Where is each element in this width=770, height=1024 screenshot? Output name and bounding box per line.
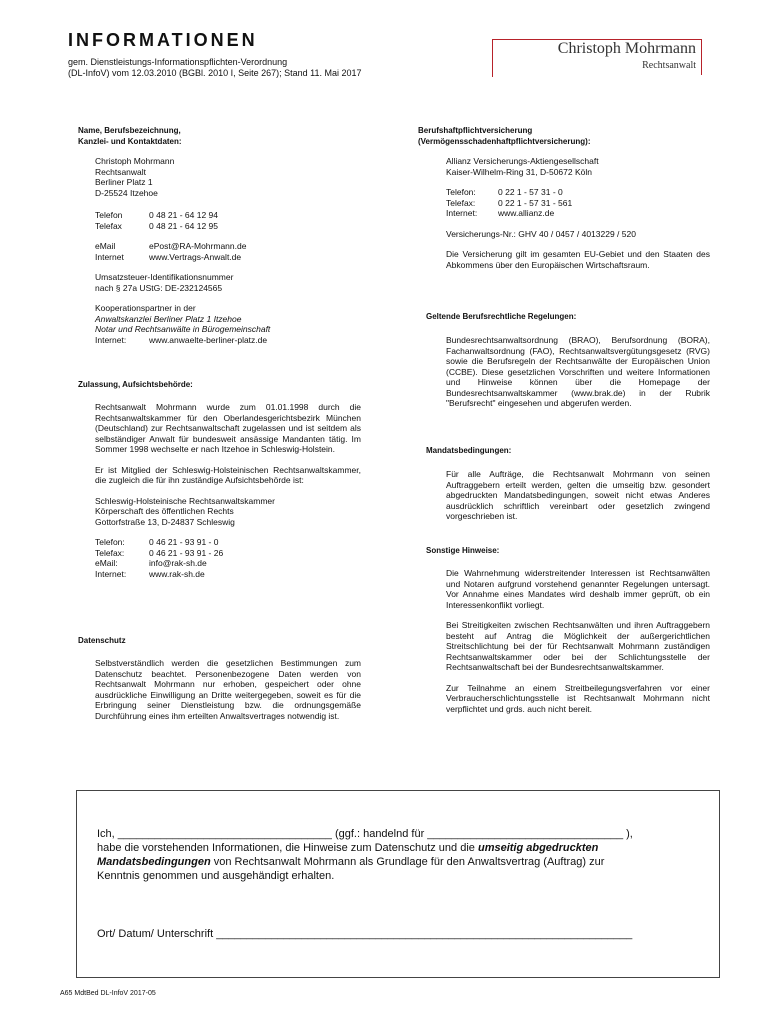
insurer-phone-value: 0 22 1 - 57 31 - 0 [498,187,563,197]
declaration-line-3 [97,855,707,869]
declaration-line-4: Kenntnis genommen und ausgehändigt erhalten. [97,870,335,882]
coop-line-3: Notar und Rechtsanwälte in Bürogemeinschaft [95,324,271,334]
contact-name: Christoph Mohrmann [95,156,175,166]
rules-paragraph: Bundesrechtsanwaltsordnung (BRAO), Berufsordnung (BORA), Fachanwaltsordnung (FAO), Rechtsanwaltsvergütungsgesetz (RVG) sowie die Berufsregeln der Rechtsanwälte der Europäischen Union (CCBE). Diese gesetzlichen Vorschriften und weitere Informationen und Hinweise können über die Homepage der Bundesrechtsanwaltskammer (www.brak.de) in der Rubrik "Berufsrecht" eingesehen und abgerufen werden. [446,335,710,408]
chamber-web-label: Internet: [95,568,127,579]
contact-heading [78,126,358,147]
privacy-paragraph: Selbstverständlich werden die gesetzlichen Bestimmungen zum Datenschutz beachtet. Personenbezogene Daten werden von Rechtsanwalt Mohrmann nur erhoben, gespeichert oder ohne ausdrückliche Einwilligung an Dritte weitergegeben, soweit es für die Erbringung seiner Dienstleistung bzw. die ordnungsgemäße Durchführung eines ihm erteilten Anwaltsvertrages notwendig ist. [95,658,361,721]
chamber-email-label: eMail: [95,558,118,568]
logo-subtitle: Rechtsanwalt [642,60,696,71]
chamber-fax-value: 0 46 21 - 93 91 - 26 [149,547,224,558]
logo-frame-left [492,39,493,77]
admission-heading-block [78,380,358,391]
insurance-heading [418,126,718,147]
insurance-heading-line-2: (Vermögensschadenhaftpflichtversicherung): [418,136,591,146]
declaration-line-2 [97,841,707,855]
misc-heading: Sonstige Hinweise: [426,546,500,555]
fax-label: Telefax [95,220,122,231]
contact-profession: Rechtsanwalt [95,166,147,177]
contact-phone-row [95,210,365,221]
fax-value: 0 48 21 - 64 12 95 [149,220,219,231]
contact-heading-line-2: Kanzlei- und Kontaktdaten: [78,136,182,146]
rules-heading: Geltende Berufsrechtliche Regelungen: [426,312,577,321]
coop-web-label: Internet: [95,334,127,345]
coop-web-value: www.anwaelte-berliner-platz.de [149,334,268,345]
privacy-block [95,658,361,721]
coop-line-2: Anwaltskanzlei Berliner Platz 1 Itzehoe [95,313,242,324]
chamber-phone-value: 0 46 21 - 93 91 - 0 [149,537,219,547]
contact-heading-line-1: Name, Berufsbezeichnung, [78,126,181,135]
admission-block [95,402,361,579]
insurance-number: Versicherungs-Nr.: GHV 40 / 0457 / 4013229 / 520 [446,228,636,239]
vat-line-1: Umsatzsteuer-Identifikationsnummer [95,272,234,282]
chamber-email-row [95,558,361,569]
document-code: A65 MdtBed DL-InfoV 2017-05 [60,990,156,997]
insurer-web-row [446,208,710,219]
insurance-heading-line-1: Berufshaftpflichtversicherung [418,126,533,135]
misc-paragraph-3: Zur Teilnahme an einem Streitbeilegungsverfahren vor einer Verbraucherschlichtungsstelle ist Rechtsanwalt Mohrmann nicht verpflichtet und grds. auch nicht bereit. [446,682,710,714]
declaration-emphasis-2: Mandatsbedingungen [97,856,211,868]
admission-heading: Zulassung, Aufsichtsbehörde: [78,380,193,389]
chamber-email-value: info@rak-sh.de [149,558,207,568]
phone-value: 0 48 21 - 64 12 94 [149,210,219,220]
mandate-heading: Mandatsbedingungen: [426,446,512,455]
web-value: www.Vertrags-Anwalt.de [149,251,242,262]
rules-block [446,335,710,409]
coop-line-1: Kooperationspartner in der [95,303,196,313]
misc-block [446,568,710,714]
chamber-phone-row [95,537,361,548]
insurer-phone-label: Telefon: [446,187,476,197]
mandate-block [446,469,710,522]
coop-web-row [95,335,365,346]
insurer-fax-value: 0 22 1 - 57 31 - 561 [498,197,573,208]
vat-line-2: nach § 27a UStG: DE-232124565 [95,282,223,293]
chamber-line-1: Schleswig-Holsteinische Rechtsanwaltskammer [95,495,275,506]
logo-name: Christoph Mohrmann [557,40,696,57]
chamber-web-row [95,569,361,580]
insurer-address: Kaiser-Wilhelm-Ring 31, D-50672 Köln [446,166,592,177]
declaration-line-1[interactable]: Ich, ___________________________________ (ggf.: handelnd für ________________________________ ), [97,828,633,840]
chamber-line-3: Gottorfstraße 13, D-24837 Schleswig [95,516,235,527]
declaration-box [76,790,720,978]
misc-paragraph-2: Bei Streitigkeiten zwischen Rechtsanwälten und ihren Auftraggebern besteht auf Antrag die Möglichkeit der außergerichtlichen Streitschlichtung bei der für Rechtsanwalt Mohrmann zuständigen Rechtsanwaltskammer oder bei der Schlichtungsstelle der Rechtsanwaltschaft bei der Bundesrechtsanwaltskammer. [446,620,710,672]
declaration-text [97,827,707,883]
web-label: Internet [95,251,124,262]
declaration-line-2-text: habe die vorstehenden Informationen, die Hinweise zum Datenschutz und die [97,842,478,854]
page-title: INFORMATIONEN [68,30,258,50]
contact-block [95,156,365,345]
chamber-web-value: www.rak-sh.de [149,568,205,579]
insurance-scope: Die Versicherung gilt im gesamten EU-Gebiet und den Staaten des Abkommens über den Europäischen Wirtschaftsraum. [446,249,710,270]
misc-paragraph-1: Die Wahrnehmung widerstreitender Interessen ist Rechtsanwälten und Notaren aufgrund vorstehend genannter Regelungen untersagt. Vor Annahme eines Mandates wird deshalb immer geprüft, ob ein Interessenkonflikt vorliegt. [446,568,710,610]
privacy-heading-block [78,636,358,647]
chamber-line-2: Körperschaft des öffentlichen Rechts [95,506,234,516]
chamber-fax-label: Telefax: [95,547,125,558]
contact-web-row [95,252,365,263]
mandate-paragraph: Für alle Aufträge, die Rechtsanwalt Mohrmann von seinen Auftraggebern erteilt werden, gelten die umseitig bzw. gesondert abgedruckten Mandatsbedingungen, soweit nicht etwas Anderes ausdrücklich schriftlich vereinbart oder gesetzlich zwingend vorgeschrieben ist. [446,469,710,521]
chamber-fax-row [95,548,361,559]
declaration-emphasis-1: umseitig abgedruckten [477,842,599,854]
subtitle-line-1: gem. Dienstleistungs-Informationspflichten-Verordnung [68,57,288,67]
contact-fax-row [95,221,365,232]
subtitle-line-2: (DL-InfoV) vom 12.03.2010 (BGBl. 2010 I, Seite 267); Stand 11. Mai 2017 [68,68,362,78]
email-value: ePost@RA-Mohrmann.de [149,241,247,251]
insurance-block [446,156,710,270]
misc-heading-block [426,546,716,557]
contact-email-row [95,241,365,252]
declaration-line-3-text: von Rechtsanwalt Mohrmann als Grundlage für den Anwaltsvertrag (Auftrag) zur [210,856,605,868]
page-subtitle [68,57,362,79]
insurer-fax-label: Telefax: [446,197,476,208]
insurer-web-value: www.allianz.de [498,208,555,218]
insurer-phone-row [446,187,710,198]
admission-paragraph-1: Rechtsanwalt Mohrmann wurde zum 01.01.1998 durch die Rechtsanwaltskammer für den Oberlandesgerichtsbezirk München (Deutschland) zur Rechtsanwaltschaft zugelassen und ist seitdem als selbständiger Anwalt für bundesweit ansässige Mandanten tätig. Im Sommer 1998 wechselte er nach Itzehoe in Schleswig-Holstein. [95,402,361,454]
insurer-name: Allianz Versicherungs-Aktiengesellschaft [446,156,599,166]
contact-city: D-25524 Itzehoe [95,187,158,198]
insurer-fax-row [446,198,710,209]
contact-street: Berliner Platz 1 [95,177,153,187]
privacy-heading: Datenschutz [78,636,126,645]
insurer-web-label: Internet: [446,208,478,218]
rules-heading-block [426,312,716,323]
admission-paragraph-2: Er ist Mitglied der Schleswig-Holsteinischen Rechtsanwaltskammer, die zugleich die für ihn zuständige Aufsichtsbehörde ist: [95,464,361,485]
signature-line[interactable]: Ort/ Datum/ Unterschrift ____________________________________________________________________ [97,928,633,940]
chamber-phone-label: Telefon: [95,537,125,547]
phone-label: Telefon [95,210,123,220]
mandate-heading-block [426,446,716,457]
email-label: eMail [95,241,116,251]
